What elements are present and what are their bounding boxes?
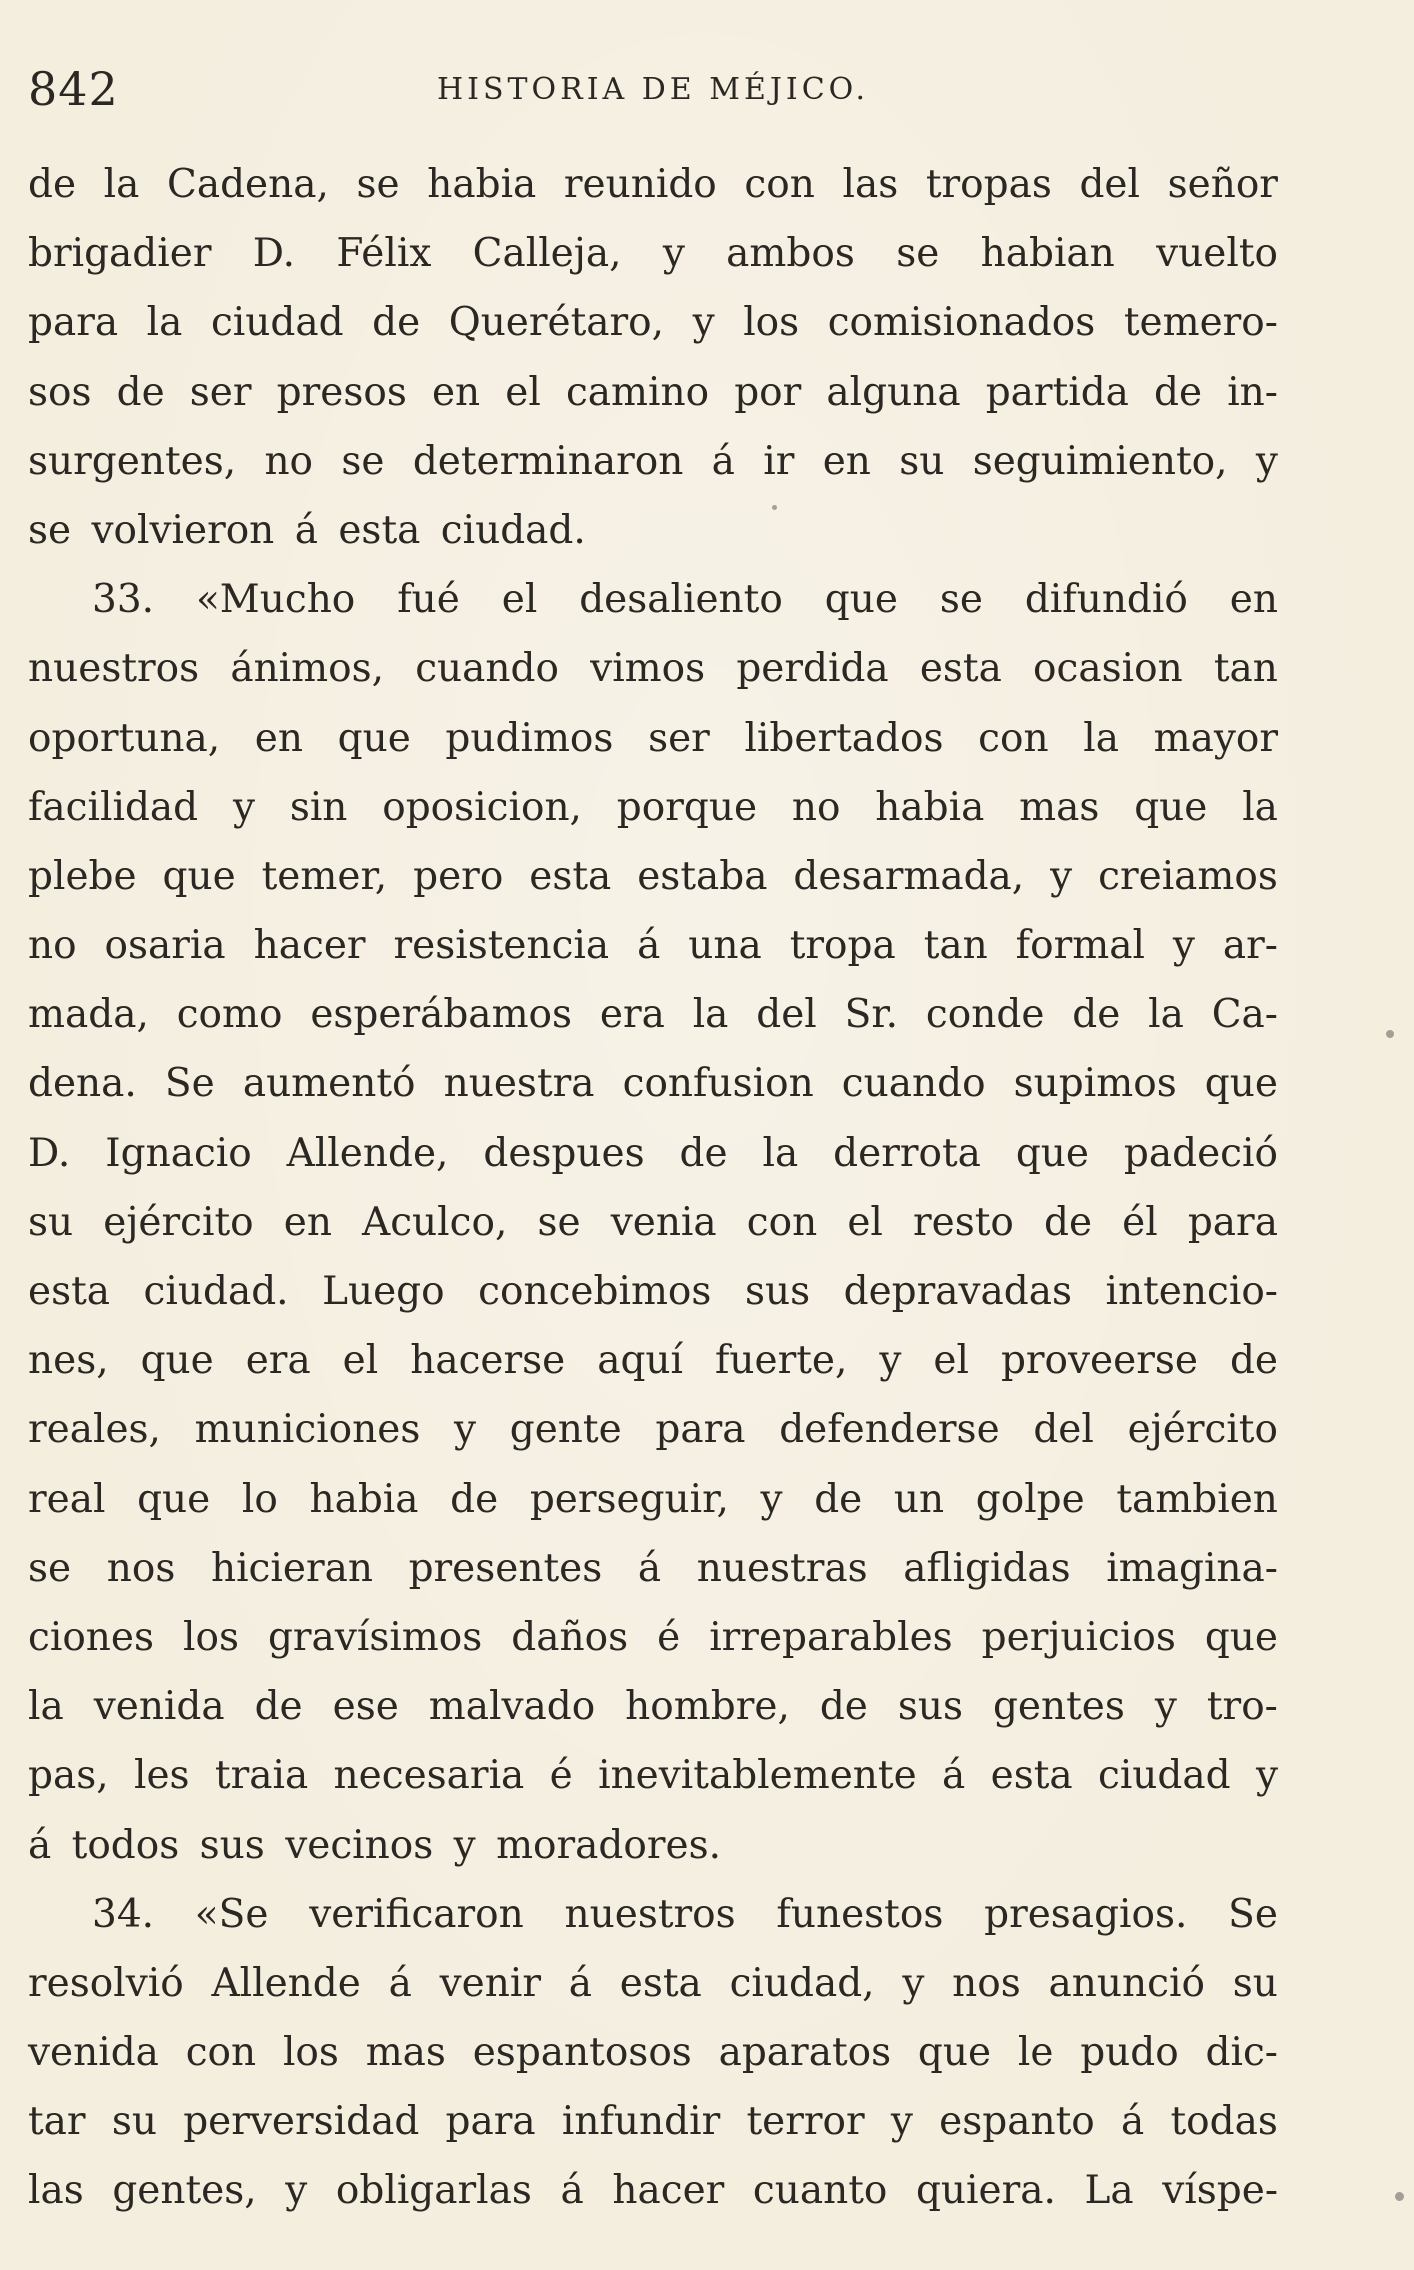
print-speck (772, 505, 777, 510)
text-line: la venida de ese malvado hombre, de sus gentes y tro- (28, 1684, 1278, 1730)
body-text (28, 150, 1278, 2226)
text-line: las gentes, y obligarlas á hacer cuanto quiera. La víspe- (28, 2168, 1278, 2214)
text-line: para la ciudad de Querétaro, y los comisionados temero- (28, 300, 1278, 346)
text-line: pas, les traia necesaria é inevitablemente á esta ciudad y (28, 1753, 1278, 1799)
text-line: venida con los mas espantosos aparatos que le pudo dic- (28, 2030, 1278, 2076)
text-line: dena. Se aumentó nuestra confusion cuando supimos que (28, 1061, 1278, 1107)
text-line: á todos sus vecinos y moradores. (28, 1822, 722, 1868)
text-line: plebe que temer, pero esta estaba desarmada, y creiamos (28, 853, 1278, 899)
text-line: no osaria hacer resistencia á una tropa tan formal y ar- (28, 923, 1278, 969)
text-line: 33. «Mucho fué el desaliento que se difundió en (92, 577, 1278, 623)
text-line: nes, que era el hacerse aquí fuerte, y el proveerse de (28, 1338, 1278, 1384)
text-line: resolvió Allende á venir á esta ciudad, y nos anunció su (28, 1960, 1278, 2006)
print-speck (1386, 1030, 1394, 1038)
text-line: se nos hicieran presentes á nuestras afligidas imagina- (28, 1545, 1278, 1591)
running-title: HISTORIA DE MÉJICO. (436, 72, 870, 107)
text-line: 34. «Se verificaron nuestros funestos presagios. Se (92, 1891, 1278, 1937)
text-line: D. Ignacio Allende, despues de la derrota que padeció (28, 1130, 1278, 1176)
text-line: reales, municiones y gente para defenderse del ejército (28, 1407, 1278, 1453)
print-speck (1395, 2192, 1404, 2201)
text-line: su ejército en Aculco, se venia con el resto de él para (28, 1199, 1278, 1245)
page-number: 842 (28, 62, 119, 116)
text-line: mada, como esperábamos era la del Sr. conde de la Ca- (28, 992, 1278, 1038)
text-line: se volvieron á esta ciudad. (28, 507, 586, 553)
text-line: surgentes, no se determinaron á ir en su seguimiento, y (28, 438, 1278, 484)
page-header (28, 62, 1278, 122)
text-line: brigadier D. Félix Calleja, y ambos se habian vuelto (28, 231, 1278, 277)
text-line: esta ciudad. Luego concebimos sus depravadas intencio- (28, 1269, 1278, 1314)
text-line: nuestros ánimos, cuando vimos perdida esta ocasion tan (28, 646, 1278, 692)
text-line: tar su perversidad para infundir terror y espanto á todas (28, 2099, 1278, 2145)
text-line: sos de ser presos en el camino por alguna partida de in- (28, 369, 1278, 415)
text-line: real que lo habia de perseguir, y de un golpe tambien (28, 1476, 1278, 1522)
text-line: facilidad y sin oposicion, porque no habia mas que la (28, 784, 1278, 830)
text-line: oportuna, en que pudimos ser libertados con la mayor (28, 715, 1278, 761)
text-line: de la Cadena, se habia reunido con las tropas del señor (28, 162, 1278, 207)
text-line: ciones los gravísimos daños é irreparables perjuicios que (28, 1614, 1278, 1660)
